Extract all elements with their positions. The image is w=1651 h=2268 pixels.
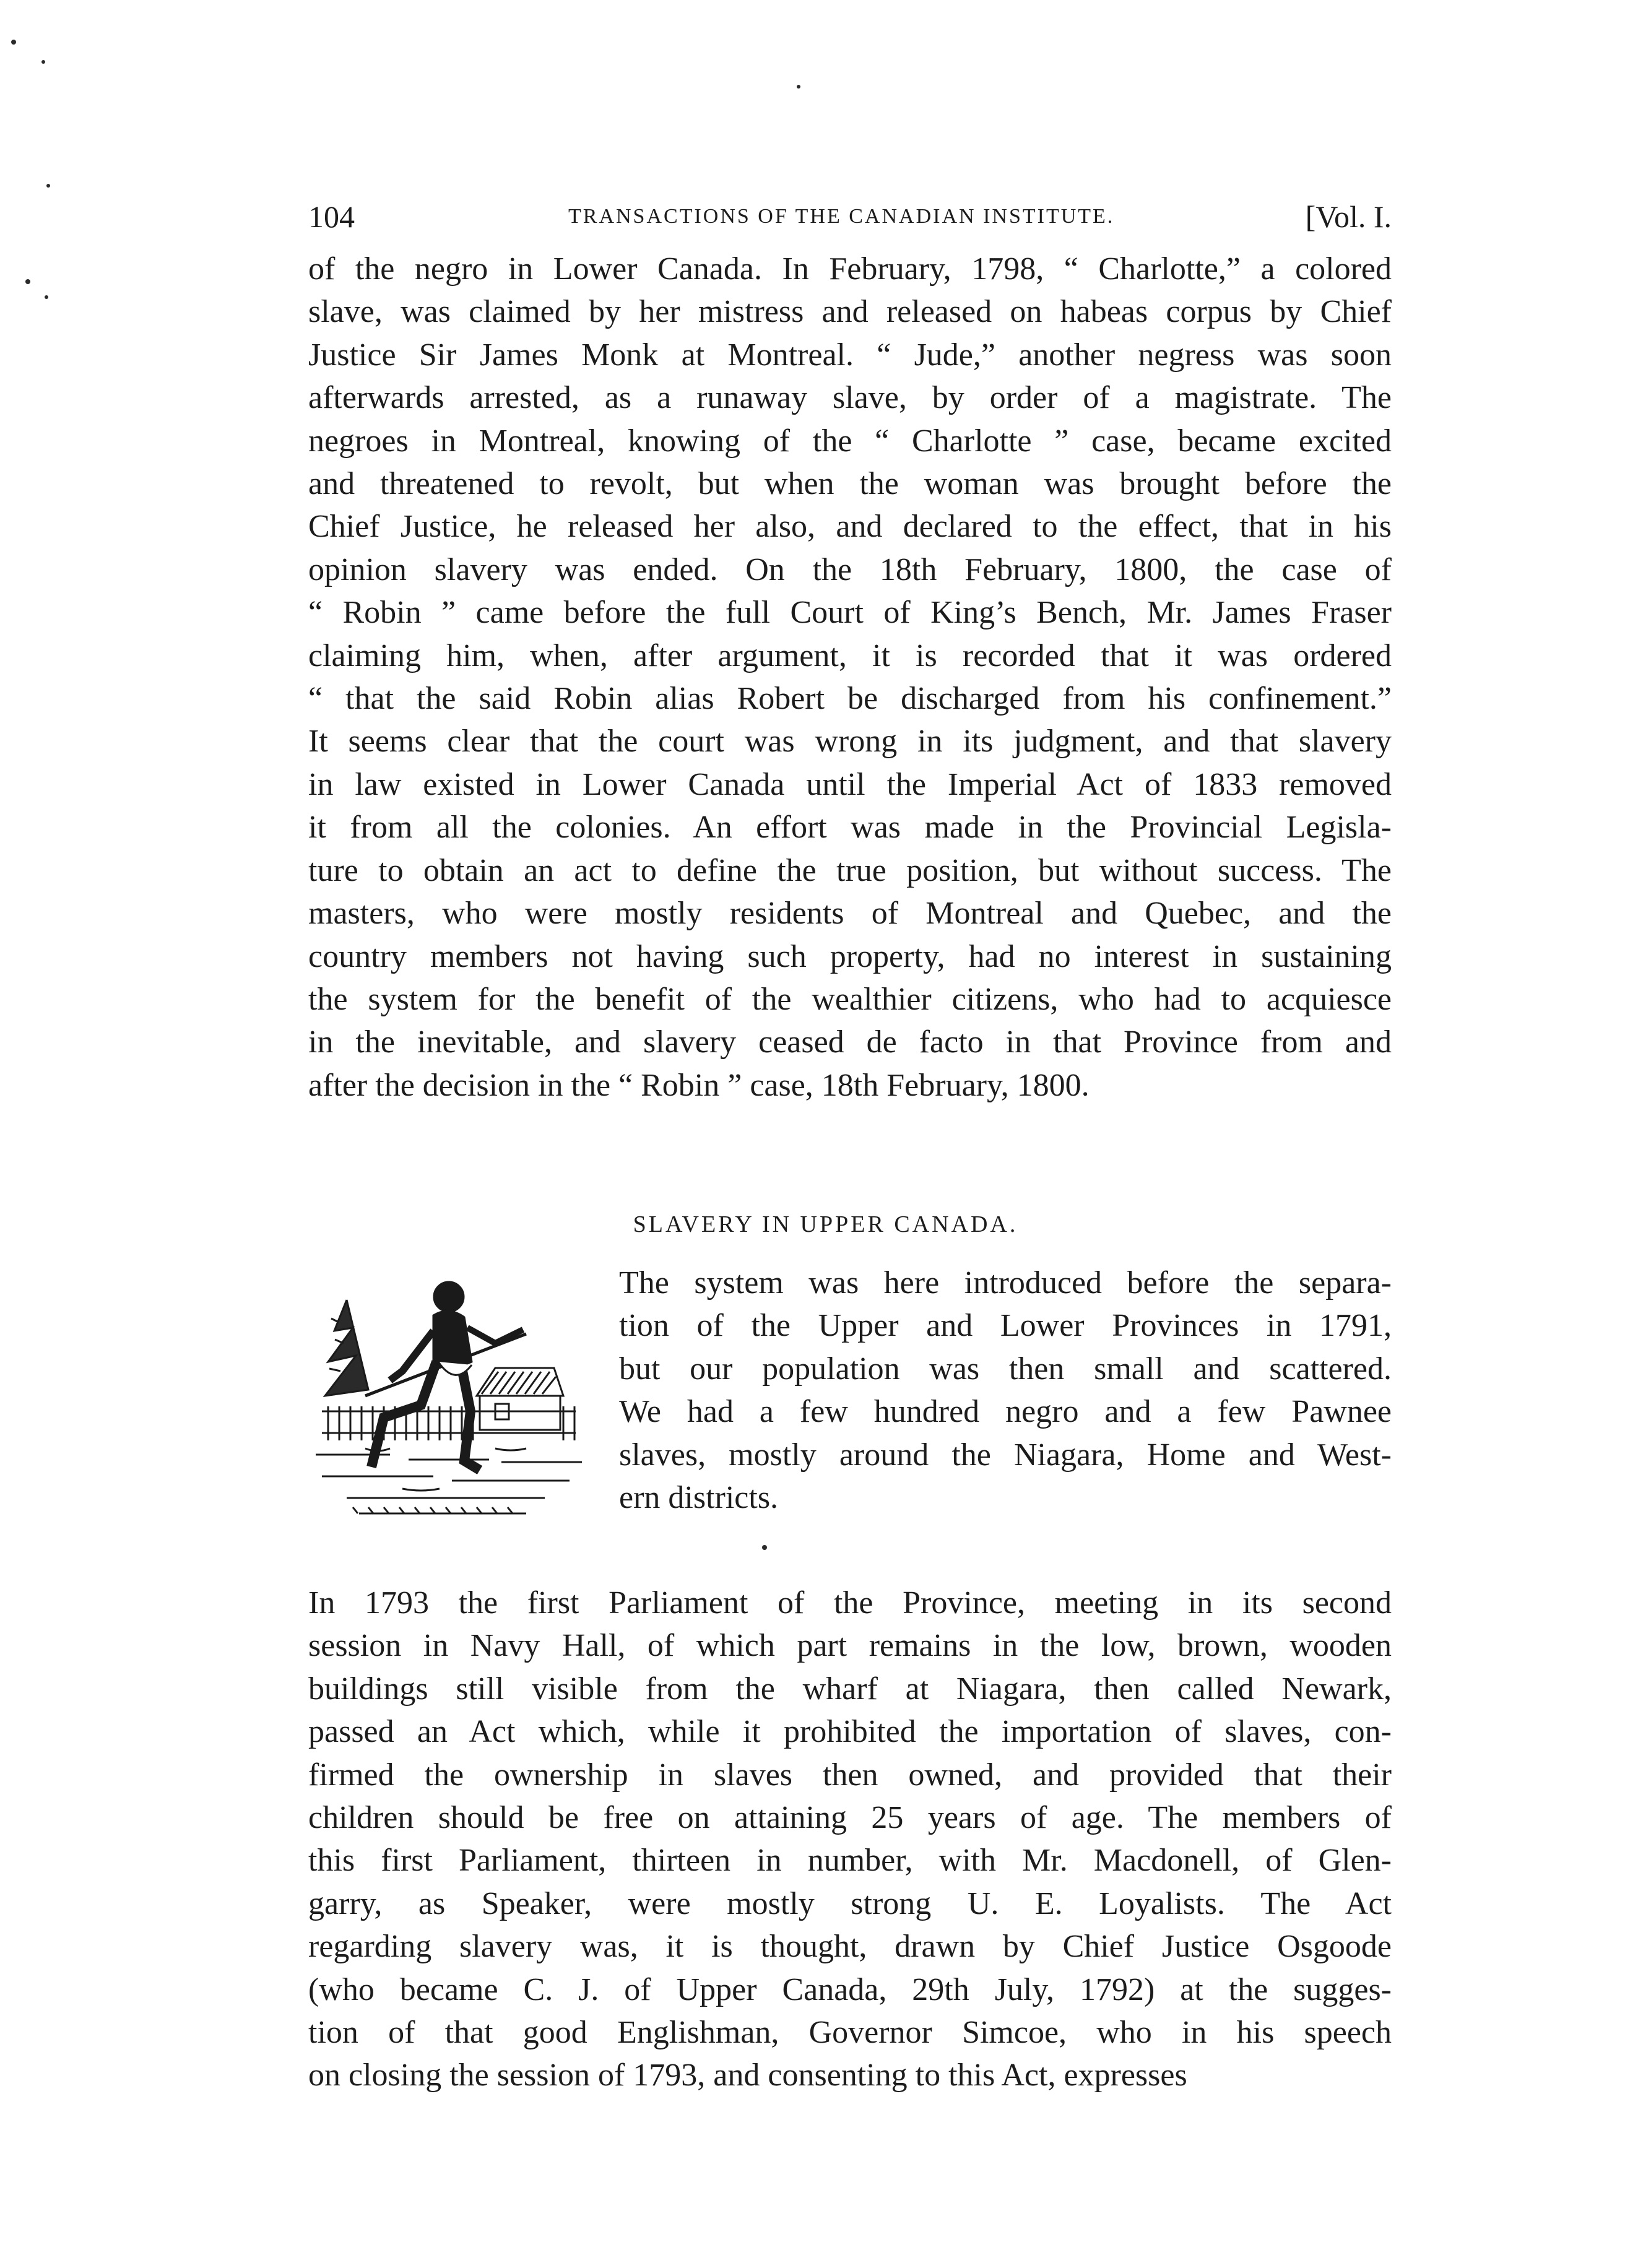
text-line: In 1793 the first Parliament of the Province, meeting in its second xyxy=(308,1585,1392,1621)
text-line: ture to obtain an act to define the true position, but without success. The xyxy=(308,852,1392,888)
text-line: buildings still visible from the wharf at Niagara, then called Newark, xyxy=(308,1671,1392,1707)
text-line: “ Robin ” came before the full Court of King’s Bench, Mr. James Fraser xyxy=(308,595,1392,631)
text-line: We had a few hundred negro and a few Pawnee xyxy=(619,1394,1392,1430)
text-line: tion of the Upper and Lower Provinces in 1791, xyxy=(619,1308,1392,1344)
text-line: on closing the session of 1793, and consenting to this Act, expresses xyxy=(308,2058,1187,2093)
paragraph-lower-canada xyxy=(308,248,1392,1107)
volume-label: [Vol. I. xyxy=(1305,199,1392,234)
text-line: claiming him, when, after argument, it is recorded that it was ordered xyxy=(308,638,1392,673)
running-header xyxy=(308,192,1392,241)
text-line: slaves, mostly around the Niagara, Home and West- xyxy=(619,1437,1392,1473)
paragraph-upper-canada-intro xyxy=(619,1262,1392,1519)
text-line: firmed the ownership in slaves then owned, and provided that their xyxy=(308,1757,1392,1793)
text-line: regarding slavery was, it is thought, drawn by Chief Justice Osgoode xyxy=(308,1929,1392,1965)
text-line: afterwards arrested, as a runaway slave, by order of a magistrate. The xyxy=(308,380,1392,416)
runaway-slave-woodcut-icon xyxy=(310,1263,588,1535)
text-line: this first Parliament, thirteen in number, with Mr. Macdonell, of Glen- xyxy=(308,1843,1392,1879)
paragraph-first-parliament xyxy=(308,1582,1392,2097)
text-line: the system for the benefit of the wealthier citizens, who had to acquiesce xyxy=(308,981,1392,1017)
text-line: The system was here introduced before the separa- xyxy=(619,1265,1392,1301)
text-line: slave, was claimed by her mistress and released on habeas corpus by Chief xyxy=(308,294,1392,330)
text-line: garry, as Speaker, were mostly strong U. E. Loyalists. The Act xyxy=(308,1885,1392,1921)
text-line: (who became C. J. of Upper Canada, 29th July, 1792) at the sugges- xyxy=(308,1972,1392,2007)
page-number: 104 xyxy=(308,199,355,234)
text-line: Justice Sir James Monk at Montreal. “ Jude,” another negress was soon xyxy=(308,337,1392,373)
text-line: of the negro in Lower Canada. In February, 1798, “ Charlotte,” a colored xyxy=(308,251,1392,287)
text-line: passed an Act which, while it prohibited the importation of slaves, con- xyxy=(308,1714,1392,1750)
text-line: it from all the colonies. An effort was made in the Provincial Legisla- xyxy=(308,810,1392,846)
running-title: TRANSACTIONS OF THE CANADIAN INSTITUTE. xyxy=(568,205,1115,228)
text-line: negroes in Montreal, knowing of the “ Charlotte ” case, became excited xyxy=(308,423,1392,459)
text-line: and threatened to revolt, but when the woman was brought before the xyxy=(308,466,1392,502)
text-line: in the inevitable, and slavery ceased de facto in that Province from and xyxy=(308,1024,1392,1060)
text-line: country members not having such property, had no interest in sustaining xyxy=(308,938,1392,974)
text-line: after the decision in the “ Robin ” case, 18th February, 1800. xyxy=(308,1067,1090,1103)
text-line: tion of that good Englishman, Governor Simcoe, who in his speech xyxy=(308,2015,1392,2051)
text-line: “ that the said Robin alias Robert be discharged from his confinement.” xyxy=(308,681,1392,717)
text-line: session in Navy Hall, of which part remains in the low, brown, wooden xyxy=(308,1628,1392,1664)
text-line: masters, who were mostly residents of Montreal and Quebec, and the xyxy=(308,896,1392,932)
text-line: opinion slavery was ended. On the 18th February, 1800, the case of xyxy=(308,552,1392,587)
text-line: ern districts. xyxy=(619,1480,779,1516)
text-line: It seems clear that the court was wrong in its judgment, and that slavery xyxy=(308,724,1392,760)
text-line: Chief Justice, he released her also, and declared to the effect, that in his xyxy=(308,509,1392,545)
section-heading: SLAVERY IN UPPER CANADA. xyxy=(633,1211,1018,1237)
text-line: children should be free on attaining 25 years of age. The members of xyxy=(308,1800,1392,1836)
text-line: in law existed in Lower Canada until the Imperial Act of 1833 removed xyxy=(308,766,1392,802)
text-line: but our population was then small and scattered. xyxy=(619,1351,1392,1387)
